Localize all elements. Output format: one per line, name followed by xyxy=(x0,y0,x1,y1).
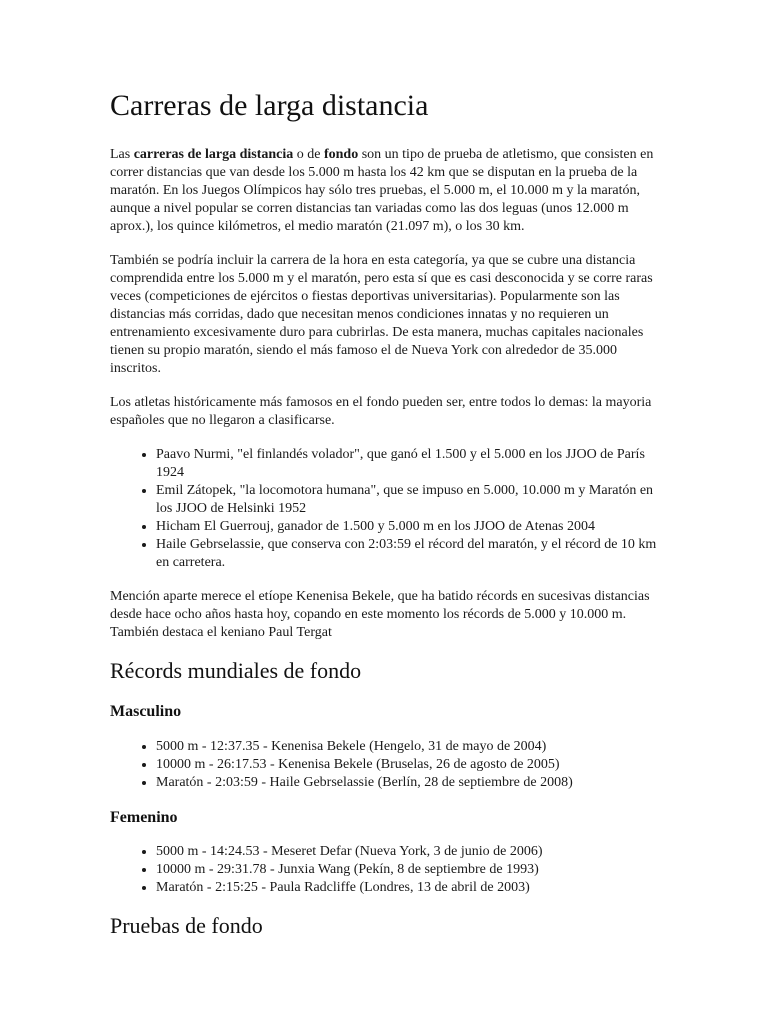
section-heading-records: Récords mundiales de fondo xyxy=(110,658,362,683)
article-body xyxy=(110,88,670,957)
subheading-masculino: Masculino xyxy=(110,703,182,721)
list-item: • Emil Zátopek, "la locomotora humana", que se impuso en 5.000, 10.000 m y Maratón en los JJOO de Helsinki 1952 xyxy=(156,482,670,518)
masculino-records-list xyxy=(110,738,670,792)
paragraph-3: Los atletas históricamente más famosos en el fondo pueden ser, entre todos lo demas: la mayoria españoles que no llegaron a clasificarse. xyxy=(110,395,652,428)
page-title: Carreras de larga distancia xyxy=(110,89,429,122)
intro-paragraph xyxy=(110,146,670,236)
list-item: • 10000 m - 26:17.53 - Kenenisa Bekele (Bruselas, 26 de agosto de 2005) xyxy=(156,756,670,774)
list-item: • Haile Gebrselassie, que conserva con 2:03:59 el récord del maratón, y el récord de 10 km en carretera. xyxy=(156,536,670,572)
intro-bold-term-2: fondo xyxy=(323,147,359,162)
paragraph-2: También se podría incluir la carrera de la hora en esta categoría, ya que se cubre una distancia comprendida entre los 5.000 m y el maratón, pero esta sí que es casi desconocida y se corre raras veces (competiciones de ejércitos o fiestas deportivas universitarias). Popularmente son las distancias más corridas, dado que necesitan menos condiciones innatas y no requieren un entrenamiento excesivamente duro para cubrirlas. De esta manera, muchas capitales nacionales tienen su propio maratón, siendo el más famoso el de Nueva York con alrededor de 35.000 inscritos. xyxy=(110,253,653,376)
list-item: • 5000 m - 14:24.53 - Meseret Defar (Nueva York, 3 de junio de 2006) xyxy=(156,843,670,861)
subheading-femenino: Femenino xyxy=(110,808,178,826)
list-item: • Maratón - 2:15:25 - Paula Radcliffe (Londres, 13 de abril de 2003) xyxy=(156,879,670,897)
intro-text-3: son un tipo de prueba de atletismo, que consisten en correr distancias que van desde los 5.000 m hasta los 42 km que se disputan en la prueba de la maratón. En los Juegos Olímpicos hay sólo tres pruebas, el 5.000 m, el 10.000 m y la maratón, aunque a nivel popular se corren distancias tan variadas como las dos leguas (unos 12.000 m aprox.), los quince kilómetros, el medio maratón (21.097 m), o los 30 km. xyxy=(110,147,654,234)
paragraph-4: Mención aparte merece el etíope Kenenisa Bekele, que ha batido récords en sucesivas distancias desde hace ocho años hasta hoy, copando en este momento los récords de 5.000 y 10.000 m. También destaca el keniano Paul Tergat xyxy=(110,589,650,640)
list-item: • 5000 m - 12:37.35 - Kenenisa Bekele (Hengelo, 31 de mayo de 2004) xyxy=(156,738,670,756)
list-item: • Maratón - 2:03:59 - Haile Gebrselassie (Berlín, 28 de septiembre de 2008) xyxy=(156,774,670,792)
list-item: • 10000 m - 29:31.78 - Junxia Wang (Pekín, 8 de septiembre de 1993) xyxy=(156,861,670,879)
list-item: • Hicham El Guerrouj, ganador de 1.500 y 5.000 m en los JJOO de Atenas 2004 xyxy=(156,518,670,536)
intro-bold-term-1: carreras de larga distancia xyxy=(133,147,294,162)
section-heading-pruebas: Pruebas de fondo xyxy=(110,912,263,938)
list-item: • Paavo Nurmi, "el finlandés volador", que ganó el 1.500 y el 5.000 en los JJOO de París 1924 xyxy=(156,446,670,482)
intro-text-2: o de xyxy=(293,147,324,162)
femenino-records-list xyxy=(110,843,670,897)
intro-text-1: Las xyxy=(110,147,134,162)
athletes-list xyxy=(110,446,670,572)
